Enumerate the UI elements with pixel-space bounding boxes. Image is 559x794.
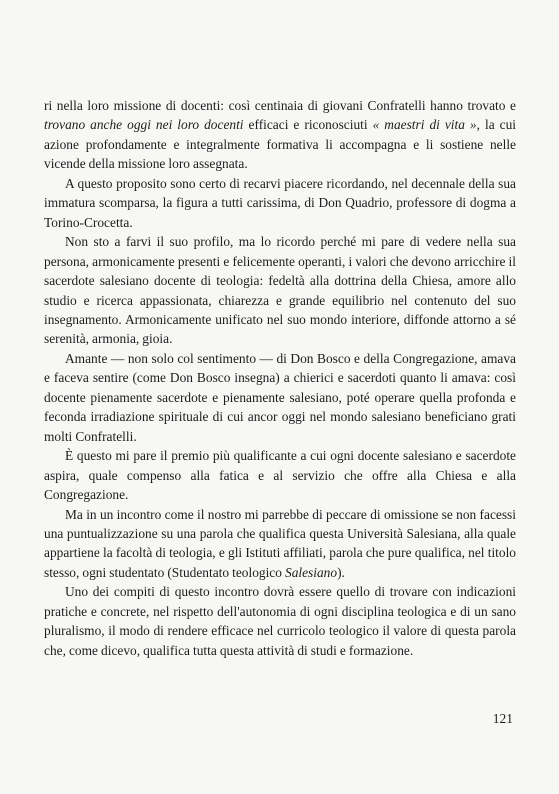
text-run: Amante — non solo col sentimento — di Don Bosco e della Congregazione, amava e faceva sentire (come Don Bosco insegna) a chierici e sacerdoti quanto li amava: così docente pienamente sacerdote e pienamente salesiano, poté operare quella profonda e feconda irradiazione spirituale di cui ancor oggi nel mondo salesiano beneficiano grati molti Confratelli.	[44, 350, 516, 444]
paragraph-7	[44, 582, 516, 660]
paragraph-6	[44, 505, 516, 583]
italic-run: trovano anche oggi nei loro docenti	[44, 117, 244, 133]
text-run: ).	[337, 564, 345, 580]
paragraph-5	[44, 446, 516, 504]
page-number: 121	[492, 711, 513, 726]
paragraph-4	[44, 349, 516, 446]
paragraph-1	[44, 96, 516, 174]
text-run: Non sto a farvi il suo profilo, ma lo ricordo perché mi pare di vedere nella sua persona, armonicamente presenti e felicemente operanti, i valori che devono arricchire il sacerdote salesiano docente di teologia: fedeltà alla dottrina della Chiesa, amore allo studio e ricerca appassionata, chiarezza e grande equilibrio nel contenuto del suo insegnamento. Armonicamente unificato nel suo mondo interiore, diffonde attorno a sé serenità, armonia, gioia.	[44, 234, 516, 347]
text-run: È questo mi pare il premio più qualificante a cui ogni docente salesiano e sacerdote aspira, quale compenso alla fatica e al servizio che offre alla Chiesa e alla Congregazione.	[44, 448, 516, 503]
italic-run: « maestri di vita »	[372, 117, 477, 133]
paragraph-3	[44, 232, 516, 349]
paragraph-2	[44, 174, 516, 232]
italic-run: Salesiano	[285, 564, 338, 580]
text-run: Uno dei compiti di questo incontro dovrà essere quello di trovare con indicazioni pratiche e concrete, nel rispetto dell'autonomia di ogni disciplina teologica e di un sano pluralismo, il modo di rendere efficace nel curricolo teologico il valore di questa parola che, come dicevo, qualifica tutta questa attività di studi e formazione.	[44, 584, 516, 658]
page-body	[44, 96, 516, 660]
text-run: efficaci e riconosciuti	[243, 117, 373, 133]
text-run: , la cui azione profondamente e integralmente formativa li accompagna e li sostiene nelle vicende della missione loro assegnata.	[44, 117, 517, 172]
text-run: Ma in un incontro come il nostro mi parrebbe di peccare di omissione se non facessi una puntualizzazione su una parola che qualifica questa Università Salesiana, alla quale appartiene la facoltà di teologia, e gli Istituti affiliati, parola che pure qualifica, nel titolo stesso, ogni studentato (Studentato teologico	[44, 506, 516, 580]
text-run: A questo proposito sono certo di recarvi piacere ricordando, nel decennale della sua immatura scomparsa, la figura a tutti carissima, di Don Quadrio, professore di dogma a Torino-Crocetta.	[44, 175, 516, 230]
text-run: ri nella loro missione di docenti: così centinaia di giovani Confratelli hanno trovato e	[44, 98, 516, 113]
